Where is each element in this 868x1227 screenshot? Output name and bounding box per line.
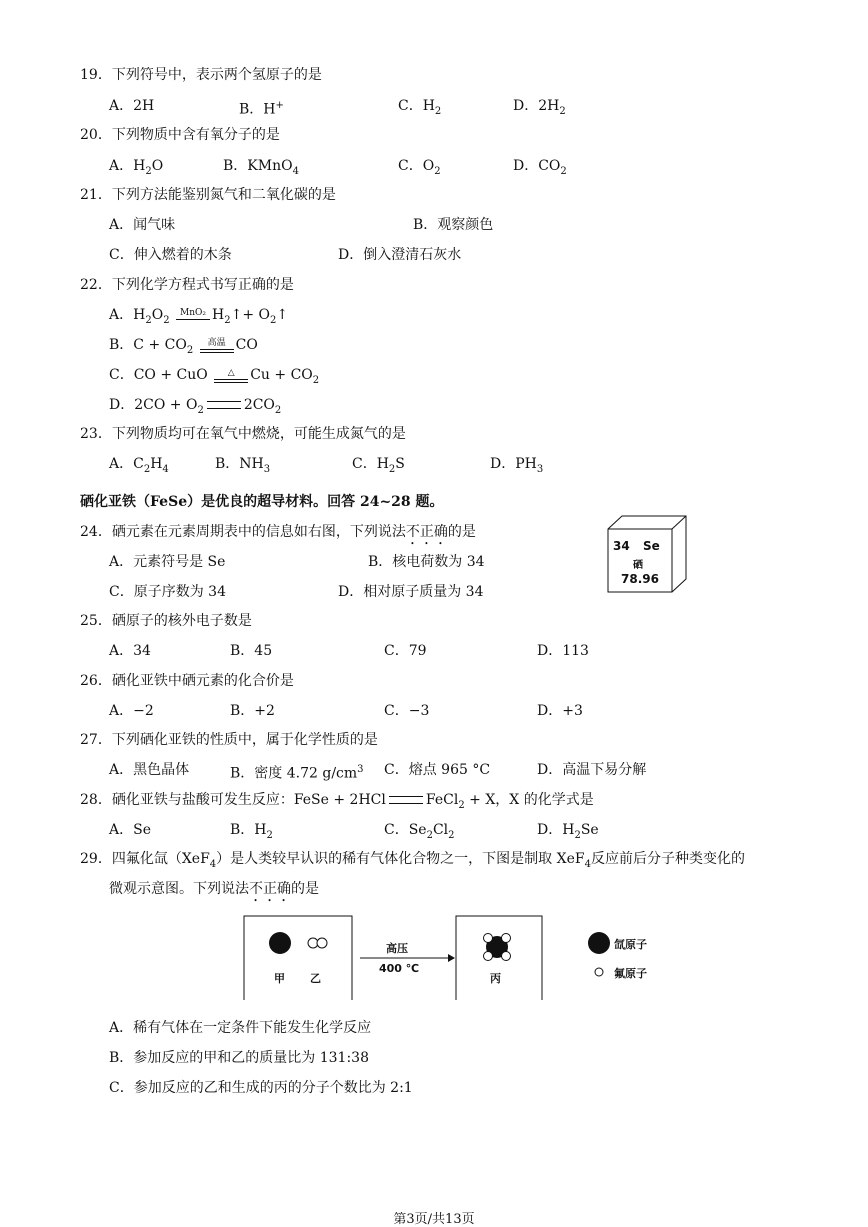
label-jia: 甲 (274, 972, 285, 985)
element-atomic-mass: 78.96 (621, 572, 659, 586)
q26-option-b: B．+2 (230, 703, 275, 719)
arrow-condition-pressure: 高压 (386, 942, 408, 955)
q25-option-d: D．113 (537, 643, 589, 659)
q26-option-d: D．+3 (537, 703, 583, 719)
question-29-stem-line1: 29．四氟化氙（XeF$_4$）是人类较早认识的稀有气体化合物之一，下图是制取 XeF$_4$反应前后分子种类变化的 (80, 851, 745, 870)
label-yi: 乙 (310, 972, 321, 985)
element-name: 硒 (633, 560, 643, 571)
equals-sign (207, 401, 241, 409)
question-28-stem: 28．硒化亚铁与盐酸可发生反应：FeSe + 2HCl FeCl$_2$ + X，X 的化学式是 (80, 792, 594, 811)
question-24-stem: 24．硒元素在元素周期表中的信息如右图，下列说法不正确的是 (80, 524, 476, 540)
q22-option-d: D．$2CO + O_2$ $2CO_2$ (109, 397, 282, 416)
fluorine-atom-bing-4 (502, 952, 511, 961)
q24-option-d: D．相对原子质量为 34 (338, 584, 484, 600)
reaction-arrow-head (448, 954, 455, 962)
question-26-stem: 26．硒化亚铁中硒元素的化合价是 (80, 673, 294, 689)
q22-option-c: C．CO + CuO △ $Cu + CO_2$ (109, 367, 320, 386)
q19-option-c: C．$H_2$ (398, 98, 442, 117)
q24-option-b: B．核电荷数为 34 (368, 554, 485, 570)
q27-option-b: B．密度 4.72 $g/cm^3$ (230, 764, 364, 782)
section-intro: 硒化亚铁（FeSe）是优良的超导材料。回答 24~28 题。 (80, 494, 444, 510)
q27-option-d: D．高温下易分解 (537, 762, 647, 778)
q21-option-b: B．观察颜色 (413, 217, 494, 233)
product-box (456, 916, 542, 1000)
reactant-box (244, 916, 352, 1000)
question-22-stem: 22．下列化学方程式书写正确的是 (80, 277, 294, 293)
q20-option-a: A．$H_2O$ (109, 158, 164, 177)
page-footer: 第3页/共13页 (393, 1212, 475, 1227)
legend-fluorine-label: 氟原子 (614, 967, 647, 980)
question-27-stem: 27．下列硒化亚铁的性质中，属于化学性质的是 (80, 732, 378, 748)
q23-option-b: B．$NH_3$ (215, 456, 271, 475)
q21-option-a: A．闻气味 (109, 217, 176, 233)
q19-option-a: A．2H (109, 98, 155, 114)
legend-xenon-label: 氙原子 (614, 938, 647, 951)
q28-option-c: C．$Se_2Cl_2$ (384, 822, 455, 841)
q28-option-b: B．$H_2$ (230, 822, 273, 841)
q20-option-b: B．KMnO$_4$ (223, 158, 299, 177)
fluorine-atom-bing-3 (484, 952, 493, 961)
xenon-atom-jia (269, 932, 291, 954)
q27-option-c: C．熔点 965 °C (384, 762, 491, 778)
fluorine-atom-bing-2 (502, 934, 511, 943)
q28-option-d: D．$H_2Se$ (537, 822, 599, 841)
reaction-condition: 高温 (200, 338, 234, 356)
q21-option-c: C．伸入燃着的木条 (109, 247, 232, 263)
label-bing: 丙 (490, 972, 501, 985)
q22-option-b: B．$C + CO_2$ 高温 CO (109, 337, 258, 356)
q22-option-a: A．$H_2O_2$ MnO₂ $H_2↑+$ $O_2↑$ (109, 307, 289, 326)
q24-option-a: A．元素符号是 Se (109, 554, 226, 570)
element-atomic-number: 34 (613, 539, 630, 553)
reaction-condition: MnO₂ (176, 308, 210, 326)
q19-option-b: B．H+ (239, 100, 284, 118)
legend-xenon-dot (588, 932, 610, 954)
fluorine-atom-yi-2 (317, 938, 327, 948)
q25-option-a: A．34 (109, 643, 151, 659)
question-25-stem: 25．硒原子的核外电子数是 (80, 613, 252, 629)
question-19-stem: 19．下列符号中，表示两个氢原子的是 (80, 67, 322, 83)
equals-sign (389, 796, 423, 804)
q27-option-a: A．黑色晶体 (109, 762, 190, 778)
q25-option-b: B．45 (230, 643, 273, 659)
q23-option-d: D．$PH_3$ (490, 456, 544, 475)
q20-option-d: D．$CO_2$ (513, 158, 567, 177)
q29-option-a: A．稀有气体在一定条件下能发生化学反应 (109, 1020, 372, 1036)
q25-option-c: C．79 (384, 643, 427, 659)
element-symbol: Se (643, 539, 660, 553)
legend-fluorine-dot (595, 968, 603, 976)
q20-option-c: C．$O_2$ (398, 158, 441, 177)
periodic-table-card (607, 515, 687, 593)
q19-option-d: D．$2H_2$ (513, 98, 566, 117)
q21-option-d: D．倒入澄清石灰水 (338, 247, 462, 263)
q26-option-a: A．−2 (109, 703, 154, 719)
reaction-condition: △ (214, 368, 248, 386)
question-29-stem-line2: 微观示意图。下列说法不正确的是 (109, 881, 319, 897)
q29-option-b: B．参加反应的甲和乙的质量比为 131:38 (109, 1050, 369, 1066)
q26-option-c: C．−3 (384, 703, 430, 719)
q23-option-a: A．$C_2H_4$ (109, 456, 169, 475)
question-21-stem: 21．下列方法能鉴别氮气和二氧化碳的是 (80, 187, 336, 203)
reaction-diagram (240, 914, 670, 1004)
q23-option-c: C．$H_2S$ (352, 456, 405, 475)
arrow-condition-temperature: 400 ℃ (379, 962, 420, 975)
q29-option-c: C．参加反应的乙和生成的丙的分子个数比为 2:1 (109, 1080, 413, 1096)
q24-option-c: C．原子序数为 34 (109, 584, 226, 600)
q28-option-a: A．Se (109, 822, 151, 838)
fluorine-atom-bing-1 (484, 934, 493, 943)
question-23-stem: 23．下列物质均可在氧气中燃烧，可能生成氮气的是 (80, 426, 406, 442)
question-20-stem: 20．下列物质中含有氧分子的是 (80, 127, 280, 143)
